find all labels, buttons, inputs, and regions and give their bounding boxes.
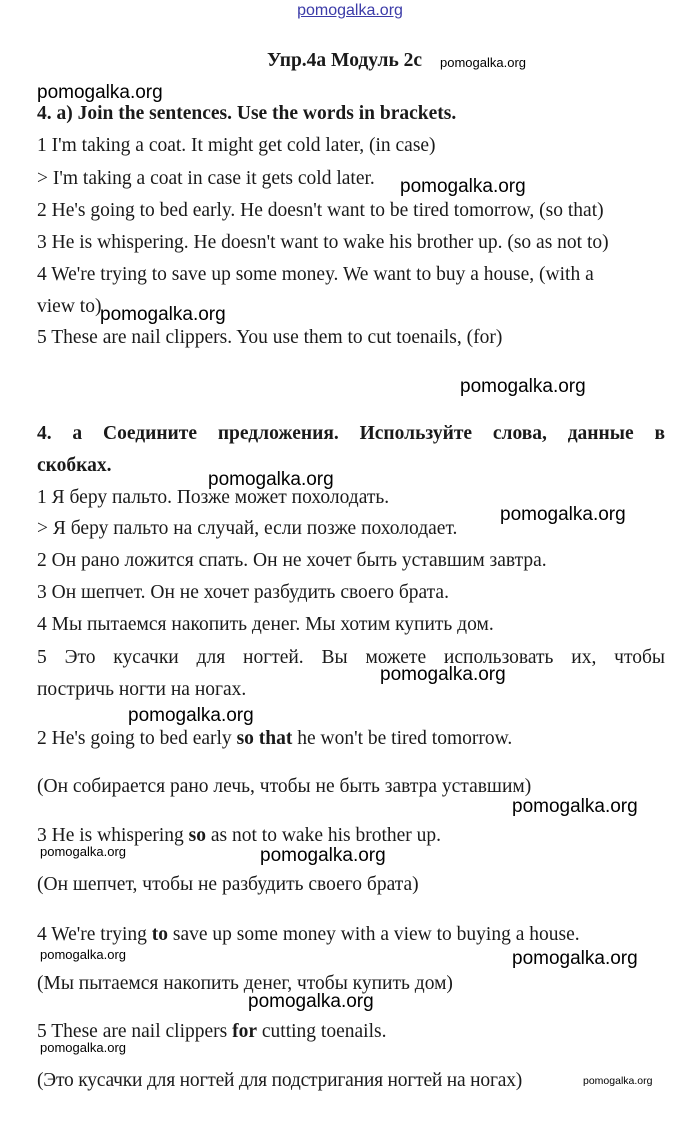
- answer-4-keyword: to: [151, 924, 169, 945]
- answer-5: 5 These are nail clippers for cutting toenails.: [37, 1021, 387, 1042]
- english-line-example: > I'm taking a coat in case it gets cold later.: [37, 168, 375, 189]
- russian-line-3: 3 Он шепчет. Он не хочет разбудить своего брата.: [37, 582, 449, 603]
- english-heading: 4. a) Join the sentences. Use the words in brackets.: [37, 103, 457, 124]
- watermark: pomogalka.org: [260, 845, 386, 866]
- watermark: pomogalka.org: [37, 82, 163, 103]
- watermark: pomogalka.org: [512, 796, 638, 817]
- russian-line-5: 5 Это кусачки для ногтей. Вы можете использовать их, чтобы: [37, 647, 665, 668]
- watermark: pomogalka.org: [40, 947, 126, 962]
- answer-3-keyword: so: [188, 825, 206, 846]
- answer-2-keyword: so that: [236, 728, 293, 749]
- russian-line-5-cont: постричь ногти на ногах.: [37, 679, 247, 700]
- answer-5-keyword: for: [232, 1021, 258, 1042]
- answer-3: 3 He is whispering so as not to wake his brother up.: [37, 825, 442, 846]
- russian-line-example: > Я беру пальто на случай, если позже похолодает.: [37, 518, 458, 539]
- answer-4-translation: (Мы пытаемся накопить денег, чтобы купить дом): [37, 973, 453, 994]
- russian-line-1: 1 Я беру пальто. Позже может похолодать.: [37, 487, 390, 508]
- header-link[interactable]: pomogalka.org: [297, 2, 403, 19]
- watermark: pomogalka.org: [512, 948, 638, 969]
- russian-line-2: 2 Он рано ложится спать. Он не хочет быть уставшим завтра.: [37, 550, 547, 571]
- watermark: pomogalka.org: [440, 55, 526, 70]
- page-title: Упр.4а Модуль 2с: [267, 50, 423, 71]
- english-line-3: 3 He is whispering. He doesn't want to wake his brother up. (so as not to): [37, 232, 609, 253]
- answer-3-translation: (Он шепчет, чтобы не разбудить своего брата): [37, 874, 419, 895]
- english-line-5: 5 These are nail clippers. You use them to cut toenails, (for): [37, 327, 503, 348]
- english-line-4-cont: view to): [37, 296, 102, 317]
- answer-4: 4 We're trying to save up some money with a view to buying a house.: [37, 924, 580, 945]
- watermark: pomogalka.org: [248, 991, 374, 1012]
- watermark: pomogalka.org: [40, 844, 126, 859]
- watermark: pomogalka.org: [460, 376, 586, 397]
- watermark: pomogalka.org: [500, 504, 626, 525]
- english-line-2: 2 He's going to bed early. He doesn't want to be tired tomorrow, (so that): [37, 200, 604, 221]
- watermark: pomogalka.org: [400, 176, 526, 197]
- watermark: pomogalka.org: [40, 1040, 126, 1055]
- russian-heading: 4. а Соедините предложения. Используйте слова, данные в: [37, 423, 665, 444]
- watermark: pomogalka.org: [208, 469, 334, 490]
- answer-2-translation: (Он собирается рано лечь, чтобы не быть завтра уставшим): [37, 776, 532, 797]
- russian-heading-cont: скобках.: [37, 455, 112, 476]
- watermark: pomogalka.org: [128, 705, 254, 726]
- answer-5-translation: (Это кусачки для ногтей для подстригания ногтей на ногах): [37, 1070, 523, 1091]
- watermark: pomogalka.org: [583, 1075, 653, 1087]
- watermark: pomogalka.org: [380, 664, 506, 685]
- english-line-1: 1 I'm taking a coat. It might get cold later, (in case): [37, 135, 436, 156]
- russian-line-4: 4 Мы пытаемся накопить денег. Мы хотим купить дом.: [37, 614, 494, 635]
- english-line-4: 4 We're trying to save up some money. We want to buy a house, (with a: [37, 264, 594, 285]
- watermark: pomogalka.org: [100, 304, 226, 325]
- answer-2: 2 He's going to bed early so that he won't be tired tomorrow.: [37, 728, 513, 749]
